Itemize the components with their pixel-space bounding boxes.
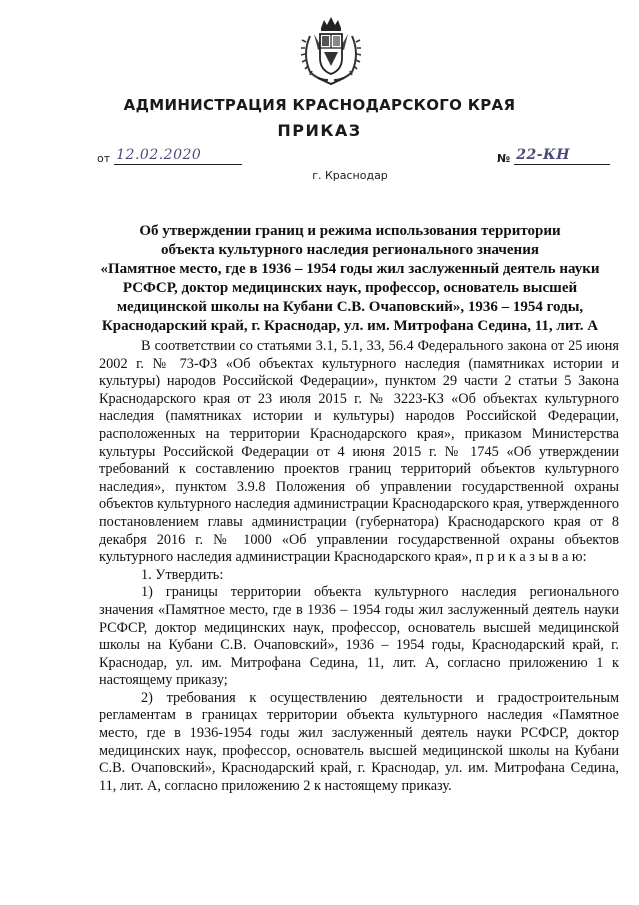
title-line: «Памятное место, где в 1936 – 1954 годы жил заслуженный деятель науки (100, 261, 600, 277)
city-name: г. Краснодар (312, 169, 388, 182)
body-paragraph: 1) границы территории объекта культурного наследия регионального значения «Памятное место, где в 1936 – 1954 годы жил заслуженный деятель науки РСФСР, доктор медицинских наук, профессор, основатель высшей медицинской школы на Кубани С.В. Очаповский», 1936 – 1954 годы, Краснодарский край, г. Краснодар, ул. им. Митрофана Седина, 11, лит. А, согласно приложению 1 к настоящему приказу; (99, 584, 619, 689)
date-field (97, 147, 242, 165)
title-line: Краснодарский край, г. Краснодар, ул. им. Митрофана Седина, 11, лит. А (101, 318, 599, 334)
date-line (114, 147, 242, 165)
administration-name: АДМИНИСТРАЦИЯ КРАСНОДАРСКОГО КРАЯ (123, 96, 516, 114)
body-paragraph: В соответствии со статьями 3.1, 5.1, 33, 56.4 Федерального закона от 25 июня 2002 г. № 73-ФЗ «Об объектах культурного наследия (памятниках истории и культуры) народов Российской Федерации», пунктом 29 части 2 статьи 5 Закона Краснодарского края от 23 июля 2015 г. № 3223-КЗ «Об объектах культурного наследия (памятниках истории и культуры) народов Российской Федерации, расположенных на территории Краснодарского края», приказом Министерства культуры Российской Федерации от 4 июня 2015 г. № 1745 «Об утверждении требований к составлению проектов границ территорий объектов культурного наследия», пунктом 3.9.8 Положения об управлении государственной охраны объектов культурного наследия администрации Краснодарского края, утвержденного постановлением главы администрации (губернатора) Краснодарского края от 8 декабря 2016 г. № 1000 «Об управлении государственной охраны объектов культурного наследия администрации Краснодарского края», п р и к а з ы в а ю: (99, 338, 619, 566)
body-paragraph: 1. Утвердить: (141, 566, 224, 583)
date-prefix: от (97, 152, 111, 165)
title-line: РСФСР, доктор медицинских наук, профессор, основатель высшей (122, 280, 578, 296)
coat-of-arms-icon (296, 14, 366, 86)
title-line: объекта культурного наследия регионального значения (161, 242, 539, 258)
number-value: 22-КН (516, 147, 570, 163)
document-type: ПРИКАЗ (277, 121, 362, 140)
number-line (514, 147, 610, 165)
number-field (497, 147, 610, 165)
title-line: Об утверждении границ и режима использования территории (139, 223, 561, 239)
date-value: 12.02.2020 (116, 147, 202, 163)
number-prefix: № (497, 152, 511, 165)
title-line: медицинской школы на Кубани С.В. Очаповский», 1936 – 1954 годы, (116, 299, 584, 315)
document-body (99, 338, 619, 795)
body-paragraph: 2) требования к осуществлению деятельности и градостроительным регламентам в границах территории объекта культурного наследия «Памятное место, где в 1936-1954 годы жил заслуженный деятель науки РСФСР, доктор медицинских наук, профессор, основатель высшей медицинской школы на Кубани С.В. Очаповский», Краснодарский край, г. Краснодар, ул. им. Митрофана Седина, 11, лит. А, согласно приложению 2 к настоящему приказу. (99, 689, 619, 794)
document-title (80, 222, 620, 336)
